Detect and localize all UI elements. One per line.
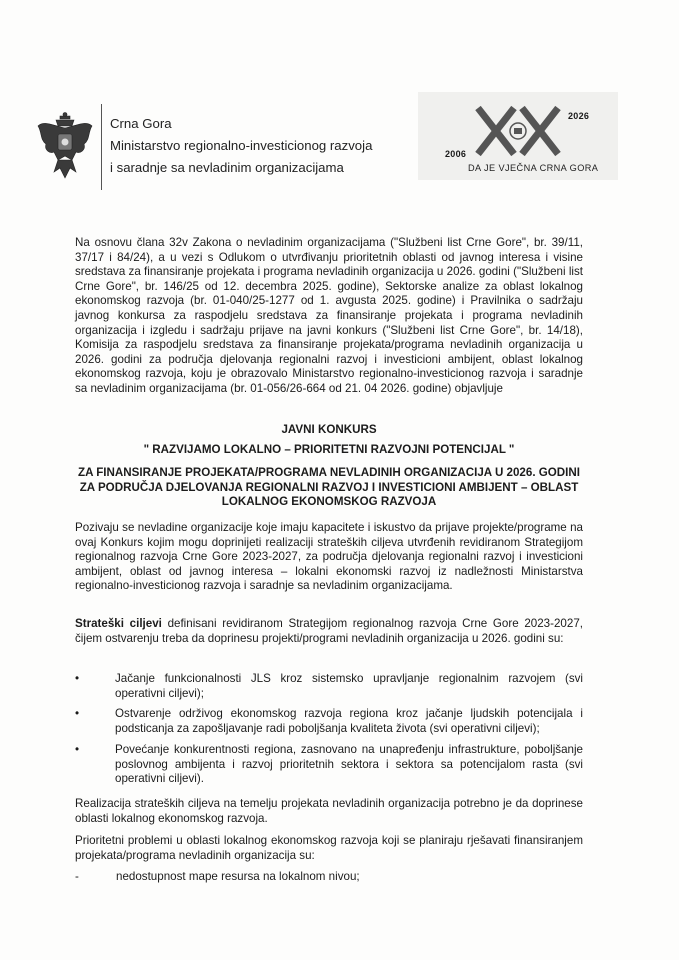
jubilee-year-start: 2006 — [445, 149, 467, 159]
bullet-marker: • — [75, 707, 80, 720]
bullet-item — [90, 672, 583, 701]
bullet-marker: • — [75, 743, 80, 756]
priority-problems-paragraph: Prioritetni problemi u oblasti lokalnog ekonomskog razvoja koji se planiraju rješavati finansiranjem projekata/programa nevladinih organizacija su: — [75, 834, 583, 862]
dash-item: nedostupnost mape resursa na lokalnom nivou; — [116, 870, 360, 883]
bullet-item-text: Ostvarenje održivog ekonomskog razvoja regiona kroz jačanje ljudskih potencijala i podsticanja za zapošljavanje radi poboljšanja kvaliteta života (svi operativni ciljevi); — [115, 707, 583, 735]
jubilee-logo — [418, 92, 618, 180]
bullet-marker: • — [75, 672, 80, 685]
org-ministry: Ministarstvo regionalno-investicionog razvoja — [110, 138, 373, 153]
org-ministry-cont: i saradnje sa nevladinim organizacijama — [110, 160, 344, 175]
strategic-goals-text: definisani revidiranom Strategijom regionalnog razvoja Crne Gore 2023-2027, čijem ostvarenju treba da doprinesu projekti/programi nevladinih organizacija u 2026. godini su: — [75, 617, 583, 645]
bullet-item-text: Jačanje funkcionalnosti JLS kroz sistemsko upravljanje regionalnim razvojem (svi operativni ciljevi); — [115, 672, 583, 700]
header-divider — [101, 104, 102, 190]
doc-scope-title: ZA FINANSIRANJE PROJEKATA/PROGRAMA NEVLADINIH ORGANIZACIJA U 2026. GODINI ZA PODRUČJA DJELOVANJA REGIONALNI RAZVOJ I INVESTICIONI AMBIJENT – OBLAST LOKALNOG EKONOMSKOG RAZVOJA — [77, 466, 580, 509]
strategic-goals-paragraph — [75, 617, 583, 646]
dash-marker: - — [75, 870, 79, 883]
jubilee-year-end: 2026 — [568, 111, 590, 121]
strategic-goals-label: Strateški ciljevi — [75, 617, 162, 630]
bullet-item — [90, 707, 583, 736]
institution-name — [110, 113, 372, 179]
coat-of-arms-icon — [36, 112, 94, 180]
doc-subtitle: " RAZVIJAMO LOKALNO – PRIORITETNI RAZVOJNI POTENCIJAL " — [143, 443, 515, 456]
org-country: Crna Gora — [110, 116, 172, 131]
jubilee-motto: DA JE VJEČNA CRNA GORA — [468, 163, 599, 173]
bullet-item-text: Povećanje konkurentnosti regiona, zasnovano na unapređenju infrastrukture, poboljšanje poslovnog ambijenta i razvoj prioritetnih sektora i sektora sa potencijalom rasta (svi operativni ciljevi). — [115, 743, 583, 786]
bullet-item — [90, 743, 583, 787]
doc-title: JAVNI KONKURS — [281, 423, 377, 436]
realization-paragraph: Realizacija strateških ciljeva na temelju projekata nevladinih organizacija potrebno je da doprinese oblasti lokalnog ekonomskog razvoja. — [75, 797, 583, 825]
intro-paragraph: Na osnovu člana 32v Zakona o nevladinim organizacijama ("Službeni list Crne Gore", br. 39/11, 37/17 i 84/24), a u vezi s Odlukom o utvrđivanju prioritetnih oblasti od javnog interesa i visine sredstava za finansiranje projekata i programa nevladinih organizacija u 2026. godini ("Službeni list Crne Gore", br. 146/25 od 12. decembra 2025. godine), Sektorske analize za oblast lokalnog ekonomskog razvoja (br. 01-040/25-1277 od 1. avgusta 2025. godine) i Pravilnika o sadržaju javnog konkursa za raspodjelu sredstava za finansiranje projekata i programa nevladinih organizacija i izgledu i sadržaju prijave na javni konkurs ("Službeni list Crne Gore", br. 14/18), Komisija za raspodjelu sredstava za finansiranje projekata/programa nevladinih organizacija u 2026. godini za područja djelovanja regionalni razvoj i investicioni ambijent, oblast lokalnog ekonomskog razvoja, koju je obrazovalo Ministarstvo regionalno-investicionog razvoja i saradnje sa nevladinim organizacijama (br. 01-056/26-664 od 21. 04 2026. godine) objavljuje — [75, 236, 583, 395]
invitation-paragraph: Pozivaju se nevladine organizacije koje imaju kapacitete i iskustvo da prijave projekte/programe na ovaj Konkurs kojim mogu doprinijeti realizaciji strateških ciljeva utvrđenih revidiranom Strategijom regionalnog razvoja Crne Gore 2023-2027, za područja djelovanja regionalni razvoj i investicioni ambijent, oblast od javnog interesa – lokalni ekonomski razvoj iz nadležnosti Ministarstva regionalno-investicionog razvoja i saradnje sa nevladinim organizacijama. — [75, 521, 583, 593]
